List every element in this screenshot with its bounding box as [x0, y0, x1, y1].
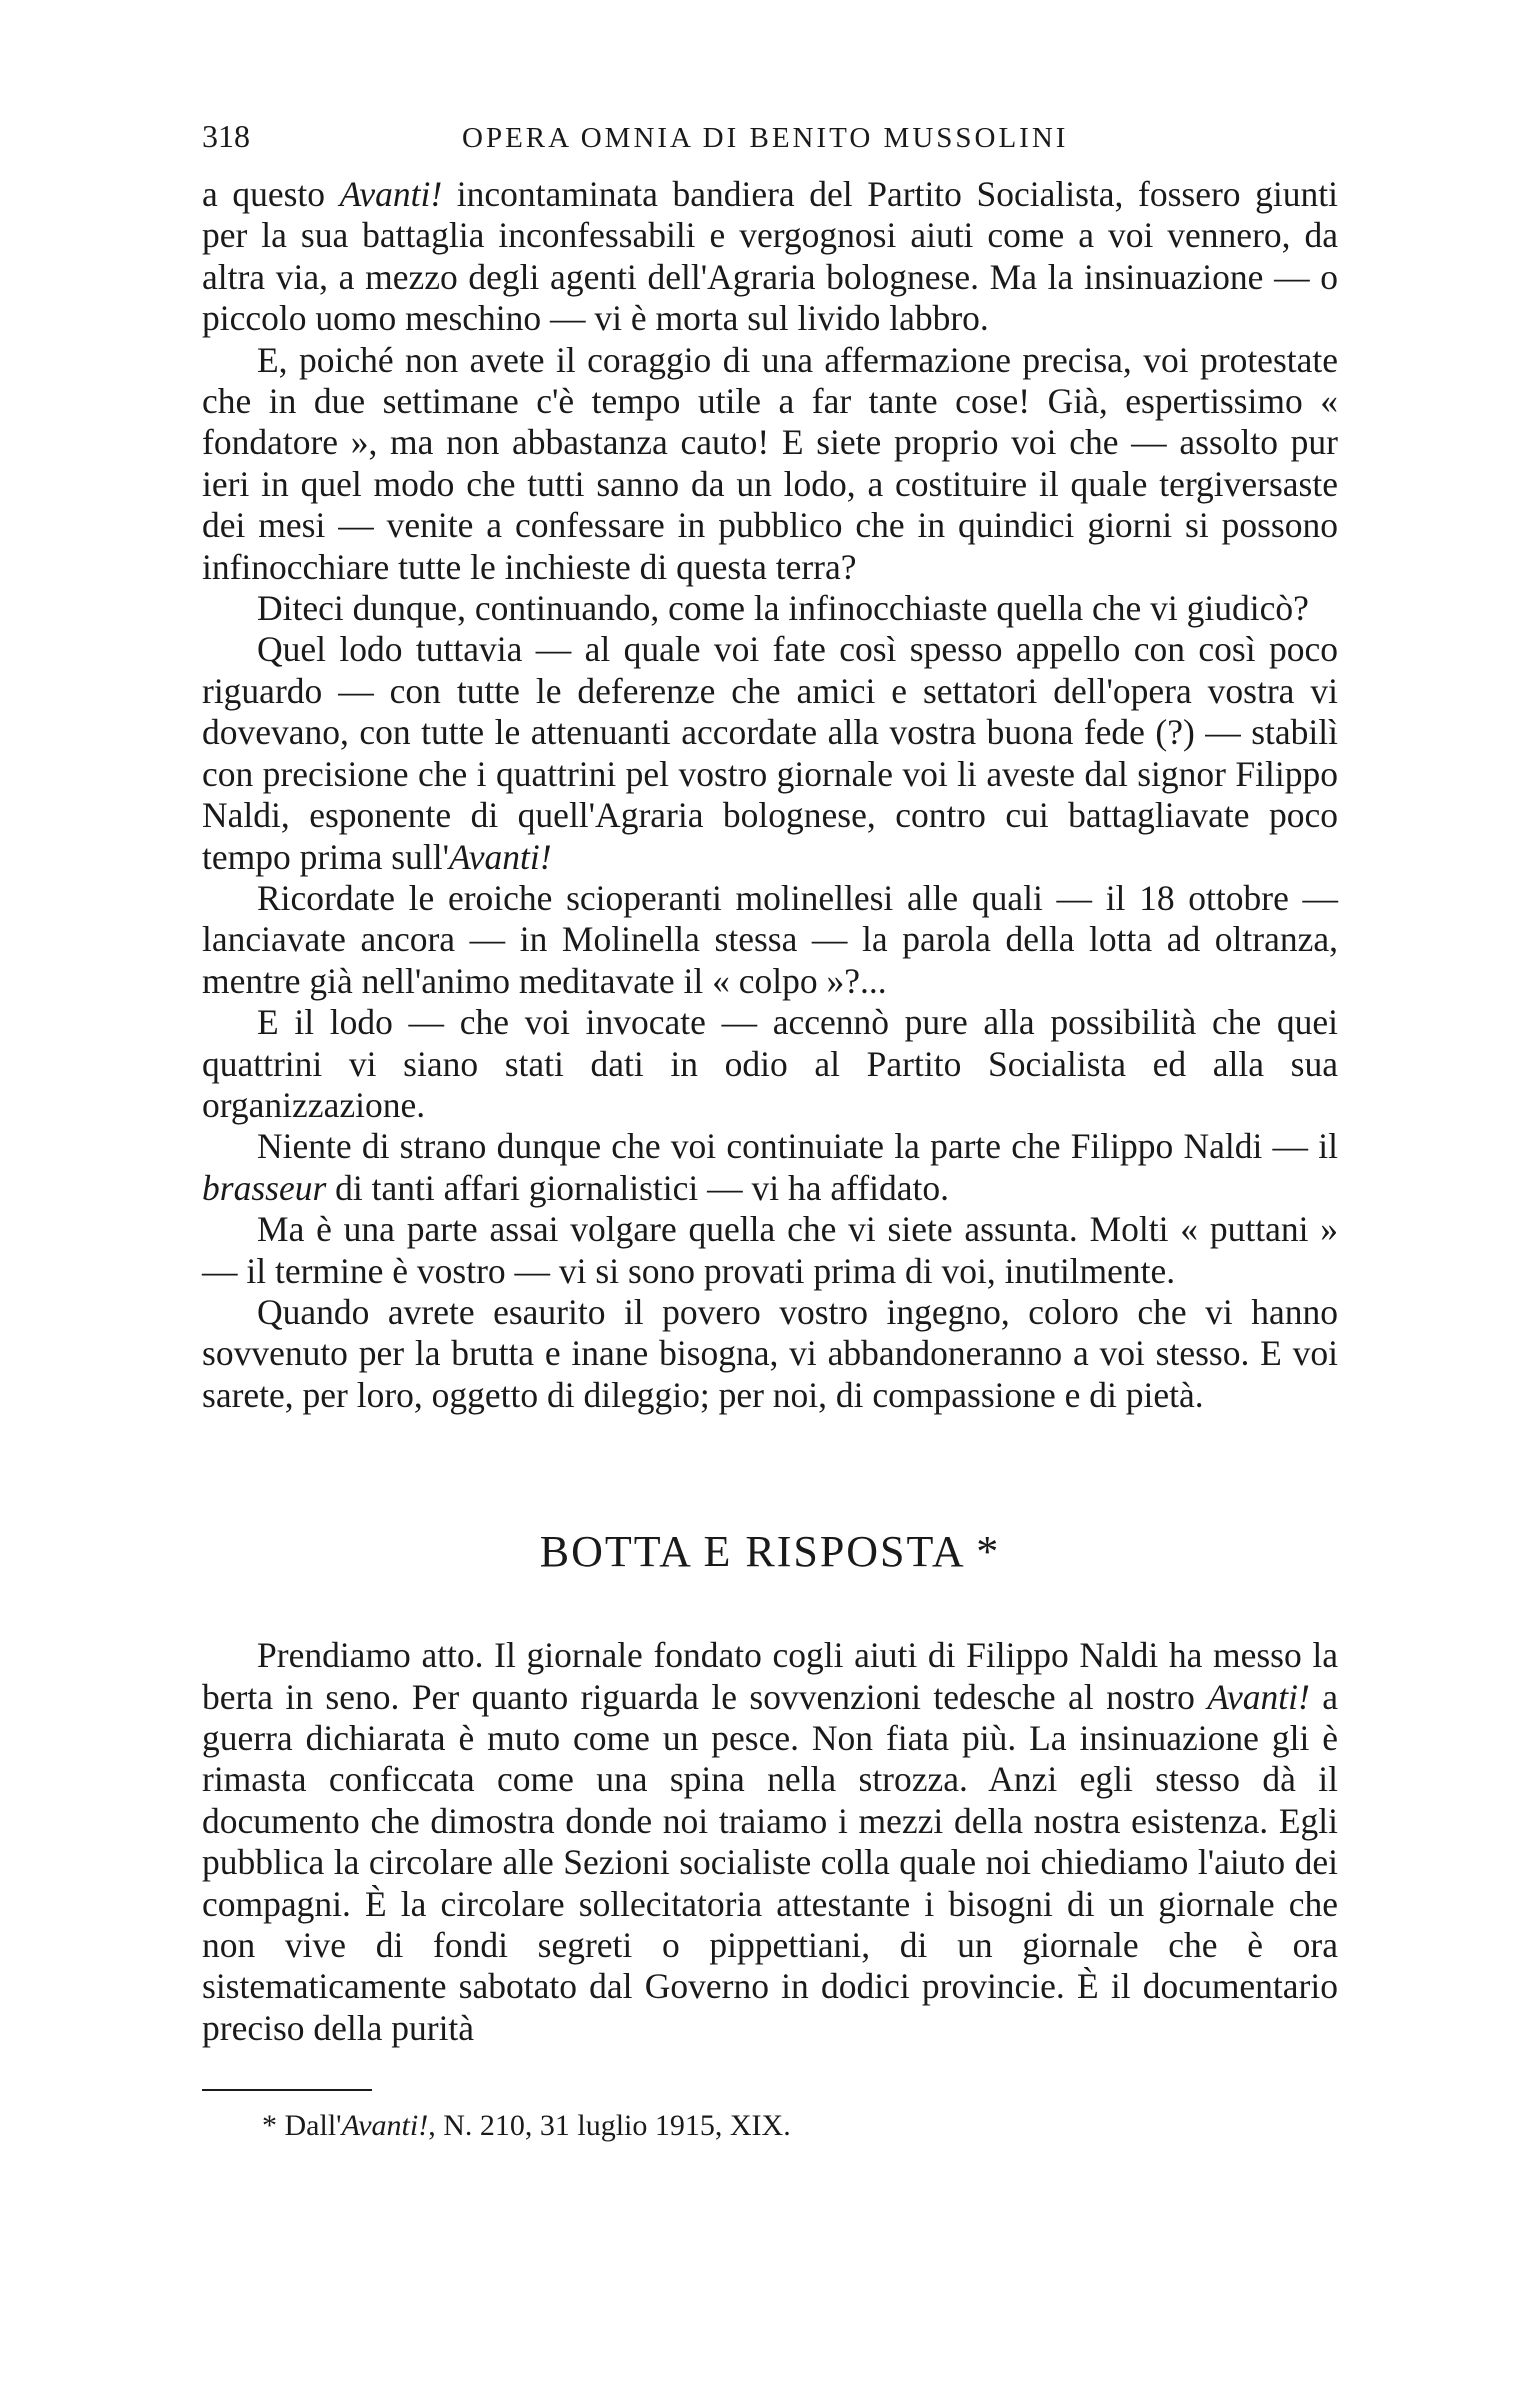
footnote-rule [202, 2089, 372, 2091]
page-number: 318 [202, 118, 250, 154]
paragraph: E, poiché non avete il coraggio di una affermazione precisa, voi protestate che in due settimane c'è tempo utile a far tante cose! Già, espertissimo « fondatore », ma non abbastanza cauto! E siete proprio voi che — assolto pur ieri in quel modo che tutti sanno da un lodo, a costituire il quale tergiversaste dei mesi — venite a confessare in pubblico che in quindici giorni si possono infinocchiare tutte le inchieste di questa terra? [202, 339, 1338, 587]
footnote-text: , N. 210, 31 luglio 1915, XIX. [428, 2109, 791, 2143]
paragraph: Quando avrete esaurito il povero vostro ingegno, coloro che vi hanno sovvenuto per la brutta e inane bisogna, vi abbandoneranno a voi stesso. E voi sarete, per loro, oggetto di dileggio; per noi, di compassione e di pietà. [202, 1291, 1338, 1415]
text-run: Quel lodo tuttavia — al quale voi fate così spesso appello con così poco riguardo — con tutte le deferenze che amici e settatori dell'opera vostra vi dovevano, con tutte le attenuanti accordate alla vostra buona fede (?) — stabilì con precisione che i quattrini pel vostro giornale voi li aveste dal signor Filippo Naldi, esponente di quell'Agraria bolognese, contro cui battagliavate poco tempo prima sull' [202, 629, 1338, 877]
running-title: OPERA OMNIA DI BENITO MUSSOLINI [462, 122, 1069, 154]
second-article [202, 1635, 1338, 2049]
paragraph: E il lodo — che voi invocate — accennò pure alla possibilità che quei quattrini vi siano stati dati in odio al Partito Socialista ed alla sua organizzazione. [202, 1002, 1338, 1125]
page-header [202, 118, 1338, 174]
first-article [202, 174, 1338, 1416]
avanti-title: Avanti! [448, 836, 552, 877]
text-run: a questo [202, 174, 340, 214]
avanti-title: Avanti! [339, 174, 443, 214]
paragraph [202, 629, 1338, 877]
paragraph [202, 174, 1338, 340]
document-page [202, 118, 1338, 2143]
paragraph: Ma è una parte assai volgare quella che vi siete assunta. Molti « puttani » — il termine è vostro — vi si sono provati prima di voi, inutilmente. [202, 1209, 1338, 1291]
brasseur-word: brasseur [202, 1167, 327, 1208]
text-run: incontaminata bandiera del Partito Socialista, fossero giunti per la sua battaglia inconfessabili e vergognosi aiuti come a voi vennero, da altra via, a mezzo degli agenti dell'Agraria bolognese. Ma la insinuazione — o piccolo uomo meschino — vi è morta sul livido labbro. [202, 174, 1338, 339]
avanti-title: Avanti! [1207, 1676, 1310, 1717]
text-run: Niente di strano dunque che voi continuiate la parte che Filippo Naldi — il [257, 1126, 1338, 1167]
text-run: a guerra dichiarata è muto come un pesce. Non fiata più. La insinuazione gli è rimasta conficcata come una spina nella strozza. Anzi egli stesso dà il documento che dimostra donde noi traiamo i mezzi della nostra esistenza. Egli pubblica la circolare alle Sezioni socialiste colla quale noi chiediamo l'aiuto dei compagni. È la circolare sollecitatoria attestante i bisogni di un giornale che non vive di fondi segreti o pippettiani, di un giornale che è ora sistematicamente sabotato dal Governo in dodici provincie. È il documentario preciso della purità [202, 1676, 1338, 2048]
avanti-title: Avanti! [341, 2109, 429, 2143]
paragraph: Ricordate le eroiche scioperanti molinellesi alle quali — il 18 ottobre — lanciavate ancora — in Molinella stessa — la parola della lotta ad oltranza, mentre già nell'animo meditavate il « colpo »?... [202, 877, 1338, 1001]
footnote-prefix: * Dall' [262, 2109, 342, 2143]
paragraph [202, 1635, 1338, 2049]
text-run: Prendiamo atto. Il giornale fondato cogli aiuti di Filippo Naldi ha messo la berta in seno. Per quanto riguarda le sovvenzioni tedesche al nostro [202, 1635, 1338, 1717]
paragraph: Diteci dunque, continuando, come la infinocchiaste quella che vi giudicò? [257, 588, 1309, 629]
section-title: BOTTA E RISPOSTA * [539, 1527, 1001, 1577]
footnote [262, 2109, 1338, 2143]
text-run: di tanti affari giornalistici — vi ha affidato. [326, 1167, 950, 1208]
paragraph [202, 1126, 1338, 1209]
